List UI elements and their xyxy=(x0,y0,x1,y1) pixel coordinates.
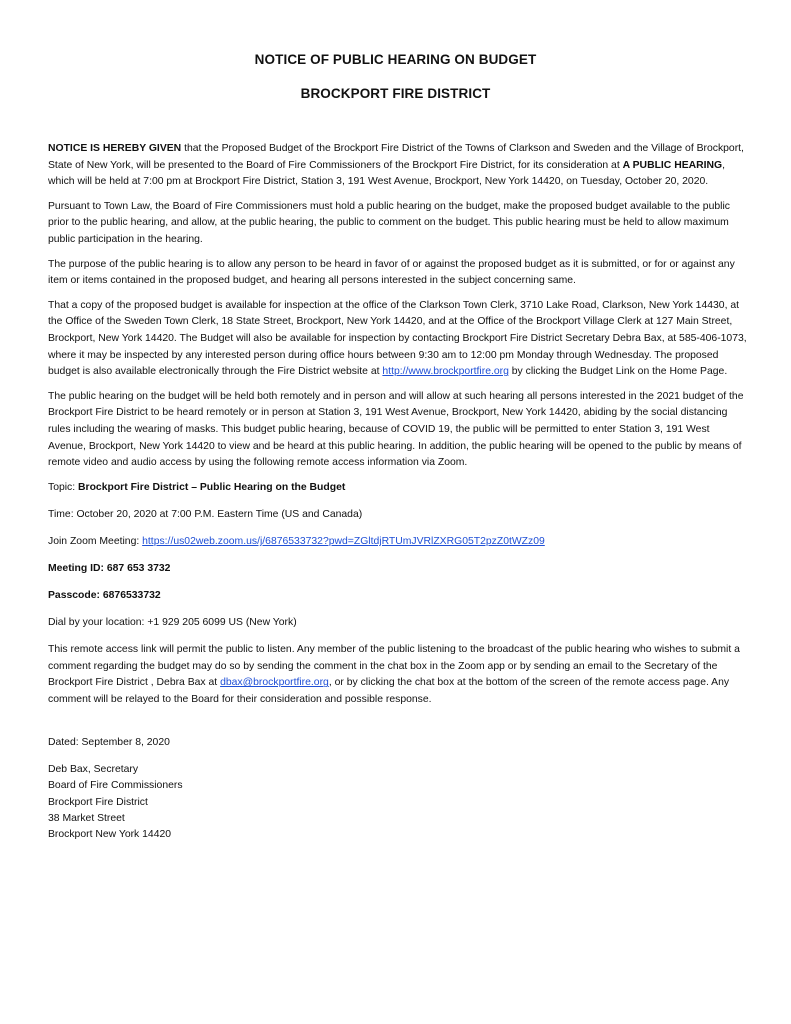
zoom-topic-label: Topic: xyxy=(48,481,79,493)
notice-body xyxy=(48,141,748,844)
budget-copy-text-b: by clicking the Budget Link on the Home Page. xyxy=(508,366,728,378)
budget-copy-text-a: That a copy of the proposed budget is available for inspection at the office of the Clarkson Town Clerk, 3710 Lake Road, Clarkson, New York 14430, at the Office of the Sweden Town Clerk, 18 State Street, Brockport, New York 14420, and at the Office of the Brockport Village Clerk at 127 Main Street, Brockport, New York 14420. The Budget will also be available for inspection by contacting Brockport Fire District Secretary Debra Bax, at 585-406-1073, where it may be inspected by any interested person during office hours between 9:30 am to 12:00 pm Monday through Wednesday. The proposed budget is also available electronically through the Fire District website at xyxy=(48,299,747,378)
remote-access-text-b: , or by clicking the chat box at the bottom of the screen of the remote access page. Any comment will be relayed to the Board for their consideration and possible response. xyxy=(48,677,730,706)
notice-hearing-bold: A PUBLIC HEARING xyxy=(622,159,723,171)
paragraph-remote-access xyxy=(48,642,748,708)
zoom-join xyxy=(48,534,748,551)
zoom-time: Time: October 20, 2020 at 7:00 P.M. Eastern Time (US and Canada) xyxy=(48,508,363,520)
notice-text-b: , which will be held at 7:00 pm at Brockport Fire District, Station 3, 191 West Avenue, Brockport, New York 14420, on Tuesday, October 20, 2020. xyxy=(48,159,725,188)
signature-street: 38 Market Street xyxy=(48,812,125,824)
notice-text-a: that the Proposed Budget of the Brockport Fire District of the Towns of Clarkson and Sweden and the Village of Brockport, State of New York, will be presented to the Board of Fire Commissioners of the Brockport Fire District, for its consideration at xyxy=(48,143,744,171)
paragraph-budget-copy xyxy=(48,298,748,381)
zoom-topic xyxy=(48,480,748,497)
paragraph-hearing-format: The public hearing on the budget will be held both remotely and in person and will allow at such hearing all persons interested in the 2021 budget of the Brockport Fire District to be heard remotely or in person at Station 3, 191 West Avenue, Brockport, New York 14420, abiding by the social distancing rules including the wearing of masks. This budget public hearing, because of COVID 19, the public will be permitted to enter Station 3, 191 West Avenue, Brockport, New York 14420 to view and be heard at this public hearing. In addition, the public hearing will be opened to the public by means of remote video and audio access by using the following remote access information via Zoom. xyxy=(48,390,744,469)
signature-city: Brockport New York 14420 xyxy=(48,829,172,841)
passcode-text: Passcode: 6876533732 xyxy=(48,590,161,602)
signature-org: Brockport Fire District xyxy=(48,796,148,808)
signature-name: Deb Bax, Secretary xyxy=(48,763,139,775)
signature-block xyxy=(48,762,748,844)
signature-board: Board of Fire Commissioners xyxy=(48,780,183,792)
dated-line: Dated: September 8, 2020 xyxy=(48,736,170,748)
notice-lead: NOTICE IS HEREBY GIVEN xyxy=(48,143,182,154)
paragraph-purpose: The purpose of the public hearing is to allow any person to be heard in favor of or against the proposed budget as it is submitted, or for or against any item or items contained in the proposed budget, and hearing all persons interested in the subject concerning same. xyxy=(48,258,735,287)
zoom-join-label: Join Zoom Meeting: xyxy=(48,535,143,547)
meeting-id-text: Meeting ID: 687 653 3732 xyxy=(48,562,171,574)
remote-access-text-a: This remote access link will permit the public to listen. Any member of the public listening to the broadcast of the public hearing who wishes to submit a comment regarding the budget may do so by sending the comment in the chat box in the Zoom app or by sending an email to the Secretary of the Brockport Fire District , Debra Bax at xyxy=(48,644,740,689)
website-link[interactable]: http://www.brockportfire.org xyxy=(382,366,509,378)
zoom-passcode xyxy=(48,588,748,605)
zoom-topic-value: Brockport Fire District – Public Hearing on the Budget xyxy=(78,481,346,493)
paragraph-notice xyxy=(48,141,748,191)
zoom-meeting-id xyxy=(48,561,748,578)
paragraph-town-law: Pursuant to Town Law, the Board of Fire Commissioners must hold a public hearing on the budget, make the proposed budget available to the public prior to the public hearing, and allow, at the public hearing, the public to comment on the budget. This public hearing must be held to allow maximum public participation in the hearing. xyxy=(48,200,730,245)
zoom-join-link[interactable]: https://us02web.zoom.us/j/6876533732?pwd=ZGltdjRTUmJVRlZXRG05T2pzZ0tWZz09 xyxy=(142,535,545,547)
district-title: BROCKPORT FIRE DISTRICT xyxy=(300,86,491,101)
notice-title: NOTICE OF PUBLIC HEARING ON BUDGET xyxy=(254,52,537,67)
zoom-dial: Dial by your location: +1 929 205 6099 US (New York) xyxy=(48,617,297,629)
email-link[interactable]: dbax@brockportfire.org xyxy=(220,677,329,689)
